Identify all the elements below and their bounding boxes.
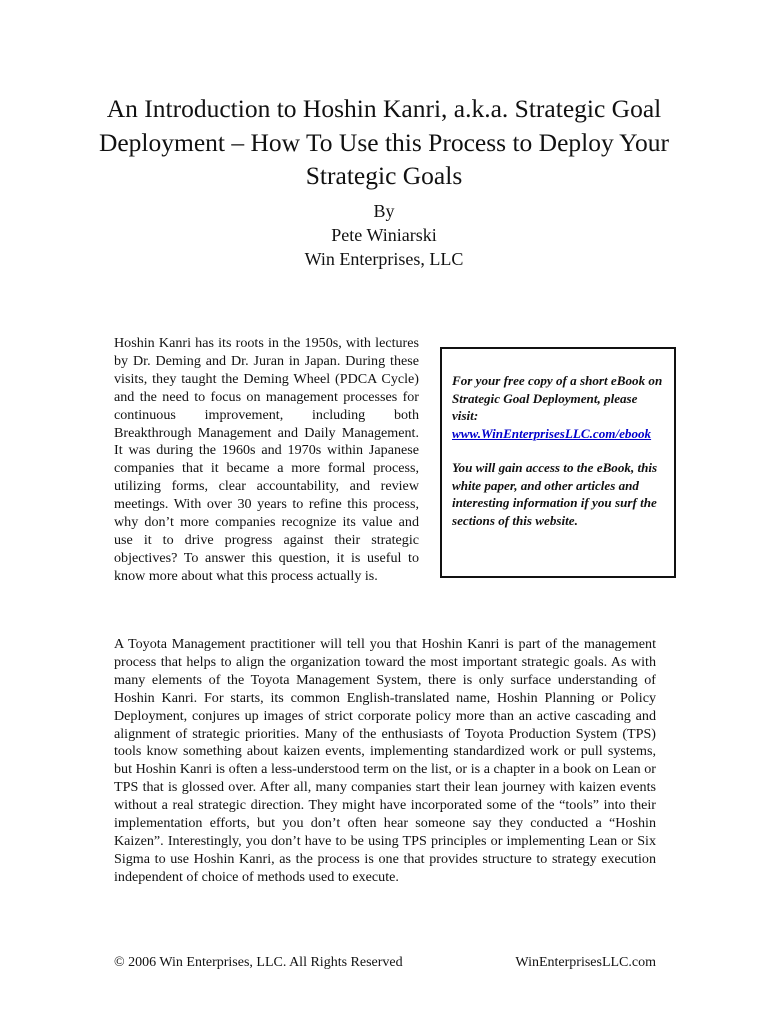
callout-text: For your free copy of a short eBook on Strategic Goal Deployment, please visit: bbox=[452, 373, 663, 423]
byline bbox=[180, 199, 588, 271]
footer-copyright: © 2006 Win Enterprises, LLC. All Rights Reserved bbox=[114, 955, 403, 970]
author-name: Pete Winiarski bbox=[331, 225, 437, 245]
ebook-link[interactable]: www.WinEnterprisesLLC.com/ebook bbox=[452, 425, 652, 441]
company-name: Win Enterprises, LLC bbox=[304, 249, 464, 269]
callout-text-2: You will gain access to the eBook, this white paper, and other articles and interesting information if you surf the sections of this website. bbox=[452, 460, 658, 528]
callout-spacer bbox=[452, 442, 665, 459]
body-paragraph: A Toyota Management practitioner will tell you that Hoshin Kanri is part of the management process that helps to align the organization toward the most important strategic goals. As with many elements of the Toyota Management System, there is only surface understanding of Hoshin Kanri. For starts, its common English-translated name, Hoshin Planning or Policy Deployment, conjures up images of strict corporate policy more than an active cascading and alignment of strategic priorities. Many of the enthusiasts of Toyota Production System (TPS) tools know something about kaizen events, implementing standardized work or pull systems, but Hoshin Kanri is often a less-understood term on the list, or is a chapter in a book on Lean or TPS that is glossed over. After all, many companies start their lean journey with kaizen events without a real strategic direction. They might have incorporated some of the “tools” into their implementation efforts, but you don’t often hear someone say they conducted a “Hoshin Kaizen”. Interestingly, you don’t have to be using TPS principles or implementing Lean or Six Sigma to use Hoshin Kanri, as the process is one that provides structure to strategy execution independent of choice of methods used to execute. bbox=[114, 636, 656, 885]
footer-website: WinEnterprisesLLC.com bbox=[515, 955, 656, 970]
ebook-callout-box bbox=[440, 347, 676, 578]
byline-by: By bbox=[373, 201, 395, 221]
intro-paragraph: Hoshin Kanri has its roots in the 1950s, with lectures by Dr. Deming and Dr. Juran in Japan. During these visits, they taught the Deming Wheel (PDCA Cycle) and the need to focus on management processes for continuous improvement, including both Breakthrough Management and Daily Management. It was during the 1960s and 1970s within Japanese companies that it became a more formal process, utilizing forms, clear accountability, and review meetings. With over 30 years to refine this process, why don’t more companies recognize its value and use it to drive progress against their strategic objectives? To answer this question, it is useful to know more about what this process actually is. bbox=[114, 335, 419, 584]
document-title: An Introduction to Hoshin Kanri, a.k.a. Strategic Goal Deployment – How To Use this Process to Deploy Your Strategic Goals bbox=[98, 94, 670, 190]
